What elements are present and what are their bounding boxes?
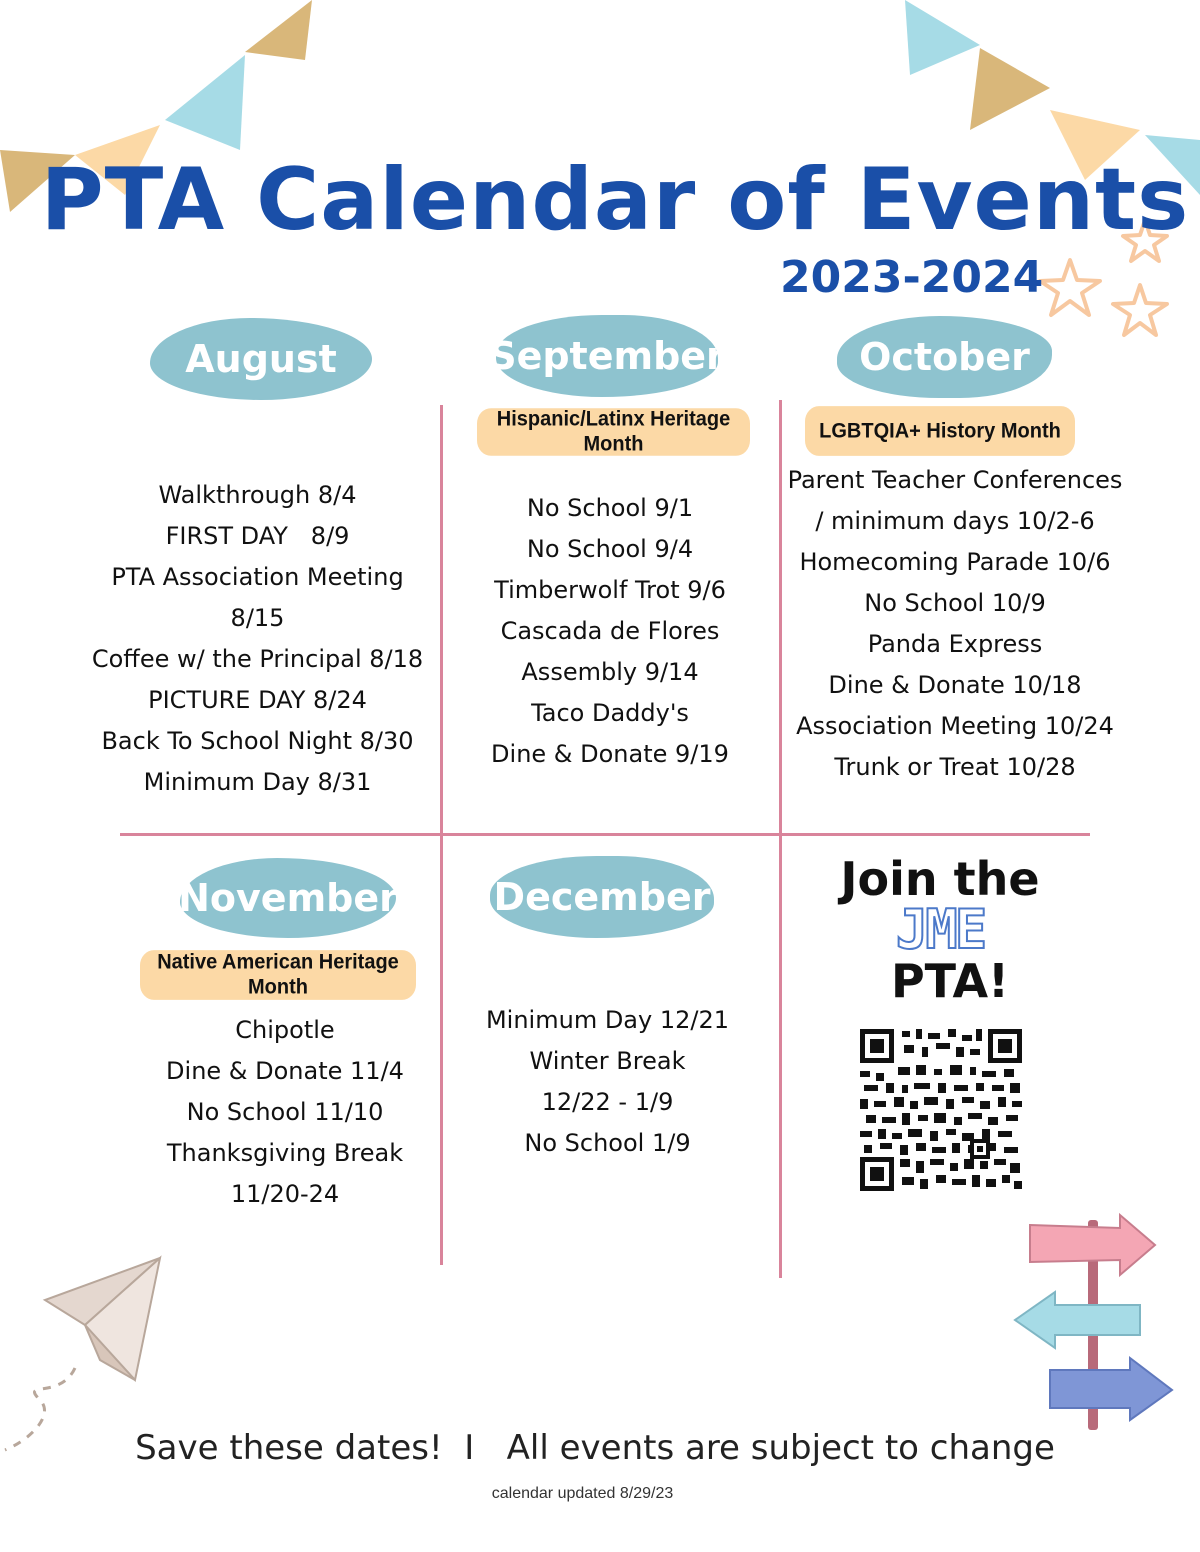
- september-event-list: [450, 488, 770, 775]
- join-pta-label: PTA!: [890, 954, 1010, 1008]
- list-item: PTA Association Meeting: [111, 563, 404, 591]
- list-item: Coffee w/ the Principal 8/18: [91, 645, 424, 673]
- list-item: Assembly 9/14: [521, 658, 699, 686]
- list-item: Parent Teacher Conferences: [787, 466, 1123, 494]
- list-item: Timberwolf Trot 9/6: [494, 576, 726, 604]
- divider-vertical-2: [779, 400, 782, 1278]
- updated-date: calendar updated 8/29/23: [491, 1485, 674, 1502]
- list-item: Minimum Day 12/21: [485, 1006, 730, 1034]
- list-item: Dine & Donate 10/18: [828, 671, 1082, 699]
- list-item: Minimum Day 8/31: [143, 768, 372, 796]
- list-item: 8/15: [230, 604, 285, 632]
- month-heading-november: November: [180, 858, 396, 938]
- list-item: Dine & Donate 9/19: [491, 740, 729, 768]
- list-item: 12/22 - 1/9: [541, 1088, 674, 1116]
- list-item: Winter Break: [529, 1047, 686, 1075]
- december-event-list: [450, 1000, 765, 1164]
- list-item: Panda Express: [867, 630, 1043, 658]
- list-item: No School 10/9: [864, 589, 1046, 617]
- list-item: No School 9/1: [526, 494, 694, 522]
- school-name: JME: [895, 898, 985, 961]
- list-item: Back To School Night 8/30: [101, 727, 414, 755]
- divider-horizontal: [120, 833, 1090, 836]
- month-heading-december: December: [490, 856, 714, 938]
- august-event-list: [85, 475, 430, 803]
- list-item: FIRST DAY 8/9: [165, 522, 350, 550]
- school-year: 2023-2024: [780, 252, 1044, 303]
- list-item: Trunk or Treat 10/28: [834, 753, 1076, 781]
- october-event-list: [785, 460, 1125, 788]
- heritage-banner-september: Hispanic/Latinx Heritage Month: [477, 408, 750, 456]
- qr-code-icon[interactable]: [858, 1027, 1024, 1193]
- list-item: Dine & Donate 11/4: [166, 1057, 404, 1085]
- list-item: / minimum days 10/2-6: [815, 507, 1095, 535]
- list-item: PICTURE DAY 8/24: [148, 686, 367, 714]
- heritage-banner-october: LGBTQIA+ History Month: [805, 406, 1075, 456]
- list-item: Association Meeting 10/24: [796, 712, 1114, 740]
- list-item: Thanksgiving Break: [166, 1139, 404, 1167]
- month-heading-september: September: [496, 315, 718, 397]
- month-heading-october: October: [837, 316, 1052, 398]
- signpost-icon: [1010, 1210, 1180, 1435]
- list-item: Homecoming Parade 10/6: [799, 548, 1111, 576]
- list-item: 11/20-24: [230, 1180, 340, 1208]
- list-item: No School 1/9: [524, 1129, 691, 1157]
- month-heading-august: August: [150, 318, 372, 400]
- list-item: Taco Daddy's: [531, 699, 689, 727]
- list-item: Cascada de Flores: [500, 617, 720, 645]
- list-item: Walkthrough 8/4: [158, 481, 357, 509]
- list-item: No School 11/10: [186, 1098, 384, 1126]
- november-event-list: [115, 1010, 455, 1215]
- list-item: No School 9/4: [526, 535, 694, 563]
- heritage-banner-november: Native American Heritage Month: [140, 950, 416, 1000]
- page-title: PTA Calendar of Events: [40, 150, 1190, 250]
- list-item: Chipotle: [235, 1016, 335, 1044]
- footer-note: Save these dates! I All events are subject to change: [135, 1428, 1055, 1468]
- join-heading: Join the: [840, 852, 1040, 906]
